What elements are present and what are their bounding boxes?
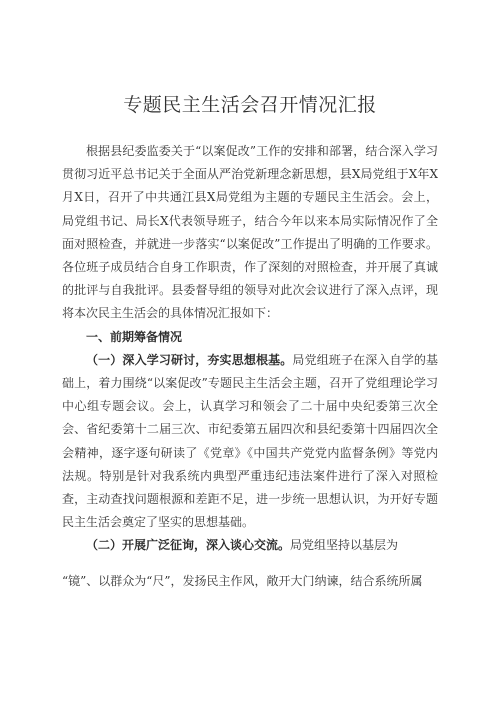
item-1-paragraph (62, 349, 438, 535)
document-body (62, 140, 438, 558)
item-2-lead: （二）开展广泛征询，深入谈心交流。 (86, 538, 291, 553)
item-1-text: 局党组班子在深入自学的基础上，着力围绕“以案促改”专题民主生活会主题，召开了党组理论学习中心组专题会议。会上，认真学习和领会了二十届中央纪委第三次全会、省纪委第十二届三次、市纪委第五届四次和县纪委第十四届四次全会精神，逐字逐句研读了《党章》《中国共产党党内监督条例》等党内法规。特别是针对我系统内典型严重违纪违法案件进行了深入对照检查，主动查找问题根源和差距不足，进一步统一思想认识，为开好专题民主生活会奠定了坚实的思想基础。 (62, 352, 438, 530)
item-1-lead: （一）深入学习研讨，夯实思想根基。 (86, 352, 293, 367)
item-2-continued: “镜”、以群众为“尺”，发扬民主作风，敞开大门纳谏，结合系统所属 (62, 574, 423, 588)
section-heading-preparation: 一、前期筹备情况 (86, 329, 183, 344)
document-body-continued (62, 570, 438, 593)
intro-paragraph: 根据县纪委监委关于“以案促改”工作的安排和部署，结合深入学习贯彻习近平总书记关于全面从严治党新理念新思想，县X局党组于X年X月X日，召开了中共通江县X局党组为主题的专题民主生活会。会上，局党组书记、局长X代表领导班子，结合今年以来本局实际情况作了全面对照检查，并就进一步落实“以案促改”工作提出了明确的工作要求。各位班子成员结合自身工作职责，作了深刻的对照检查，并开展了真诚的批评与自我批评。县委督导组的领导对此次会议进行了深入点评，现将本次民主生活会的具体情况汇报如下： (62, 144, 438, 321)
item-2-paragraph (62, 534, 438, 557)
document-title: 专题民主生活会召开情况汇报 (123, 94, 377, 116)
item-2-text: 局党组坚持以基层为 (290, 538, 399, 553)
